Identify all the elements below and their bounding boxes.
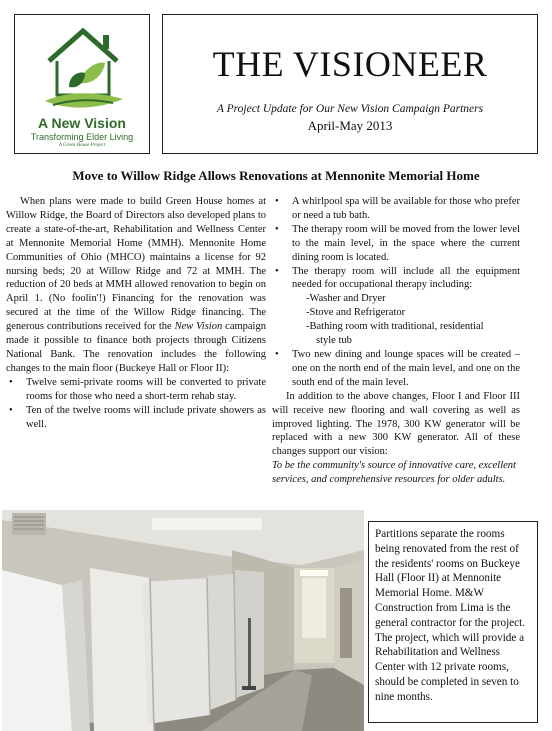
hallway-photo [2, 510, 364, 731]
change-list-continued [272, 195, 520, 292]
vision-statement: To be the community's source of innovative care, excellent services, and comprehensive resources for older adults. [272, 460, 516, 486]
equipment-item: -Stove and Refrigerator [306, 307, 406, 319]
change-list [6, 376, 266, 432]
intro-paragraph: When plans were made to build Green House homes at Willow Ridge, the Board of Directors also developed plans to create a state-of-the-art, Rehabilitation and Wellness Center at Mennonite Memorial Home (MMH). Mennonite Home Communities of Ohio (MHCO) maintains a license for 92 nursing beds; 20 at Willow Ridge and 72 at MMH. The reduction of 20 beds at MMH allowed renovation to begin on April 1. (No foolin'!) Financing for the renovation was secured at the time of the Willow Ridge financing. The generous contributions received for the New Vision campaign made it possible to finance both projects through Citizens National Bank. The renovation includes the following changes to the main floor (Buckeye Hall or Floor II): [6, 196, 266, 374]
equipment-item: -Washer and Dryer [306, 293, 386, 305]
list-item: • A whirlpool spa will be available for those who prefer or need a tub bath. [272, 195, 520, 223]
newsletter-subtitle: A Project Update for Our New Vision Campaign Partners [216, 103, 484, 115]
masthead [162, 14, 538, 154]
list-item: • Ten of the twelve rooms will include private showers as well. [6, 404, 266, 432]
photo-caption: Partitions separate the rooms being renovated from the rest of the residents' rooms on Buckeye Hall (Floor II) at Mennonite Memorial Home. M&W Construction from Lima is the general contractor for the project. The project, which will provide a Rehabilitation and Wellness Center with 12 private rooms, should be completed in seven to nine months. [368, 521, 538, 723]
left-column [6, 195, 266, 431]
equipment-item: -Bathing room with traditional, residential [306, 321, 484, 333]
logo-box [14, 14, 150, 154]
logo-house-icon [39, 25, 127, 115]
logo-title: A New Vision [38, 115, 126, 131]
right-column [272, 195, 520, 487]
logo-subtitle: Transforming Elder Living [30, 132, 134, 142]
logo-tagline: A Green House Project [58, 143, 106, 148]
change-list-final [272, 348, 520, 390]
additional-changes-paragraph: In addition to the above changes, Floor I and Floor III will receive new flooring and wall covering as well as improved lighting. The 1978, 300 KW generator will be replaced with a new 300 KW generator. All of these changes support our vision: [272, 390, 520, 458]
newsletter-title: THE VISIONEER [212, 44, 488, 84]
equipment-item-continued: style tub [316, 335, 352, 347]
list-item: • Two new dining and lounge spaces will be created – one on the north end of the main level, and one on the south end of the main level. [272, 348, 520, 390]
article-headline: Move to Willow Ridge Allows Renovations at Mennonite Memorial Home [72, 168, 480, 183]
list-item: • Twelve semi-private rooms will be converted to private rooms for those who need a short-term rehab stay. [6, 376, 266, 404]
list-item: • The therapy room will include all the equipment needed for occupational therapy including: [272, 265, 520, 293]
list-item: • The therapy room will be moved from the lower level to the main level, in the space where the current dining room is located. [272, 223, 520, 265]
campaign-name: New Vision [174, 321, 223, 333]
newsletter-date: April-May 2013 [307, 118, 393, 133]
